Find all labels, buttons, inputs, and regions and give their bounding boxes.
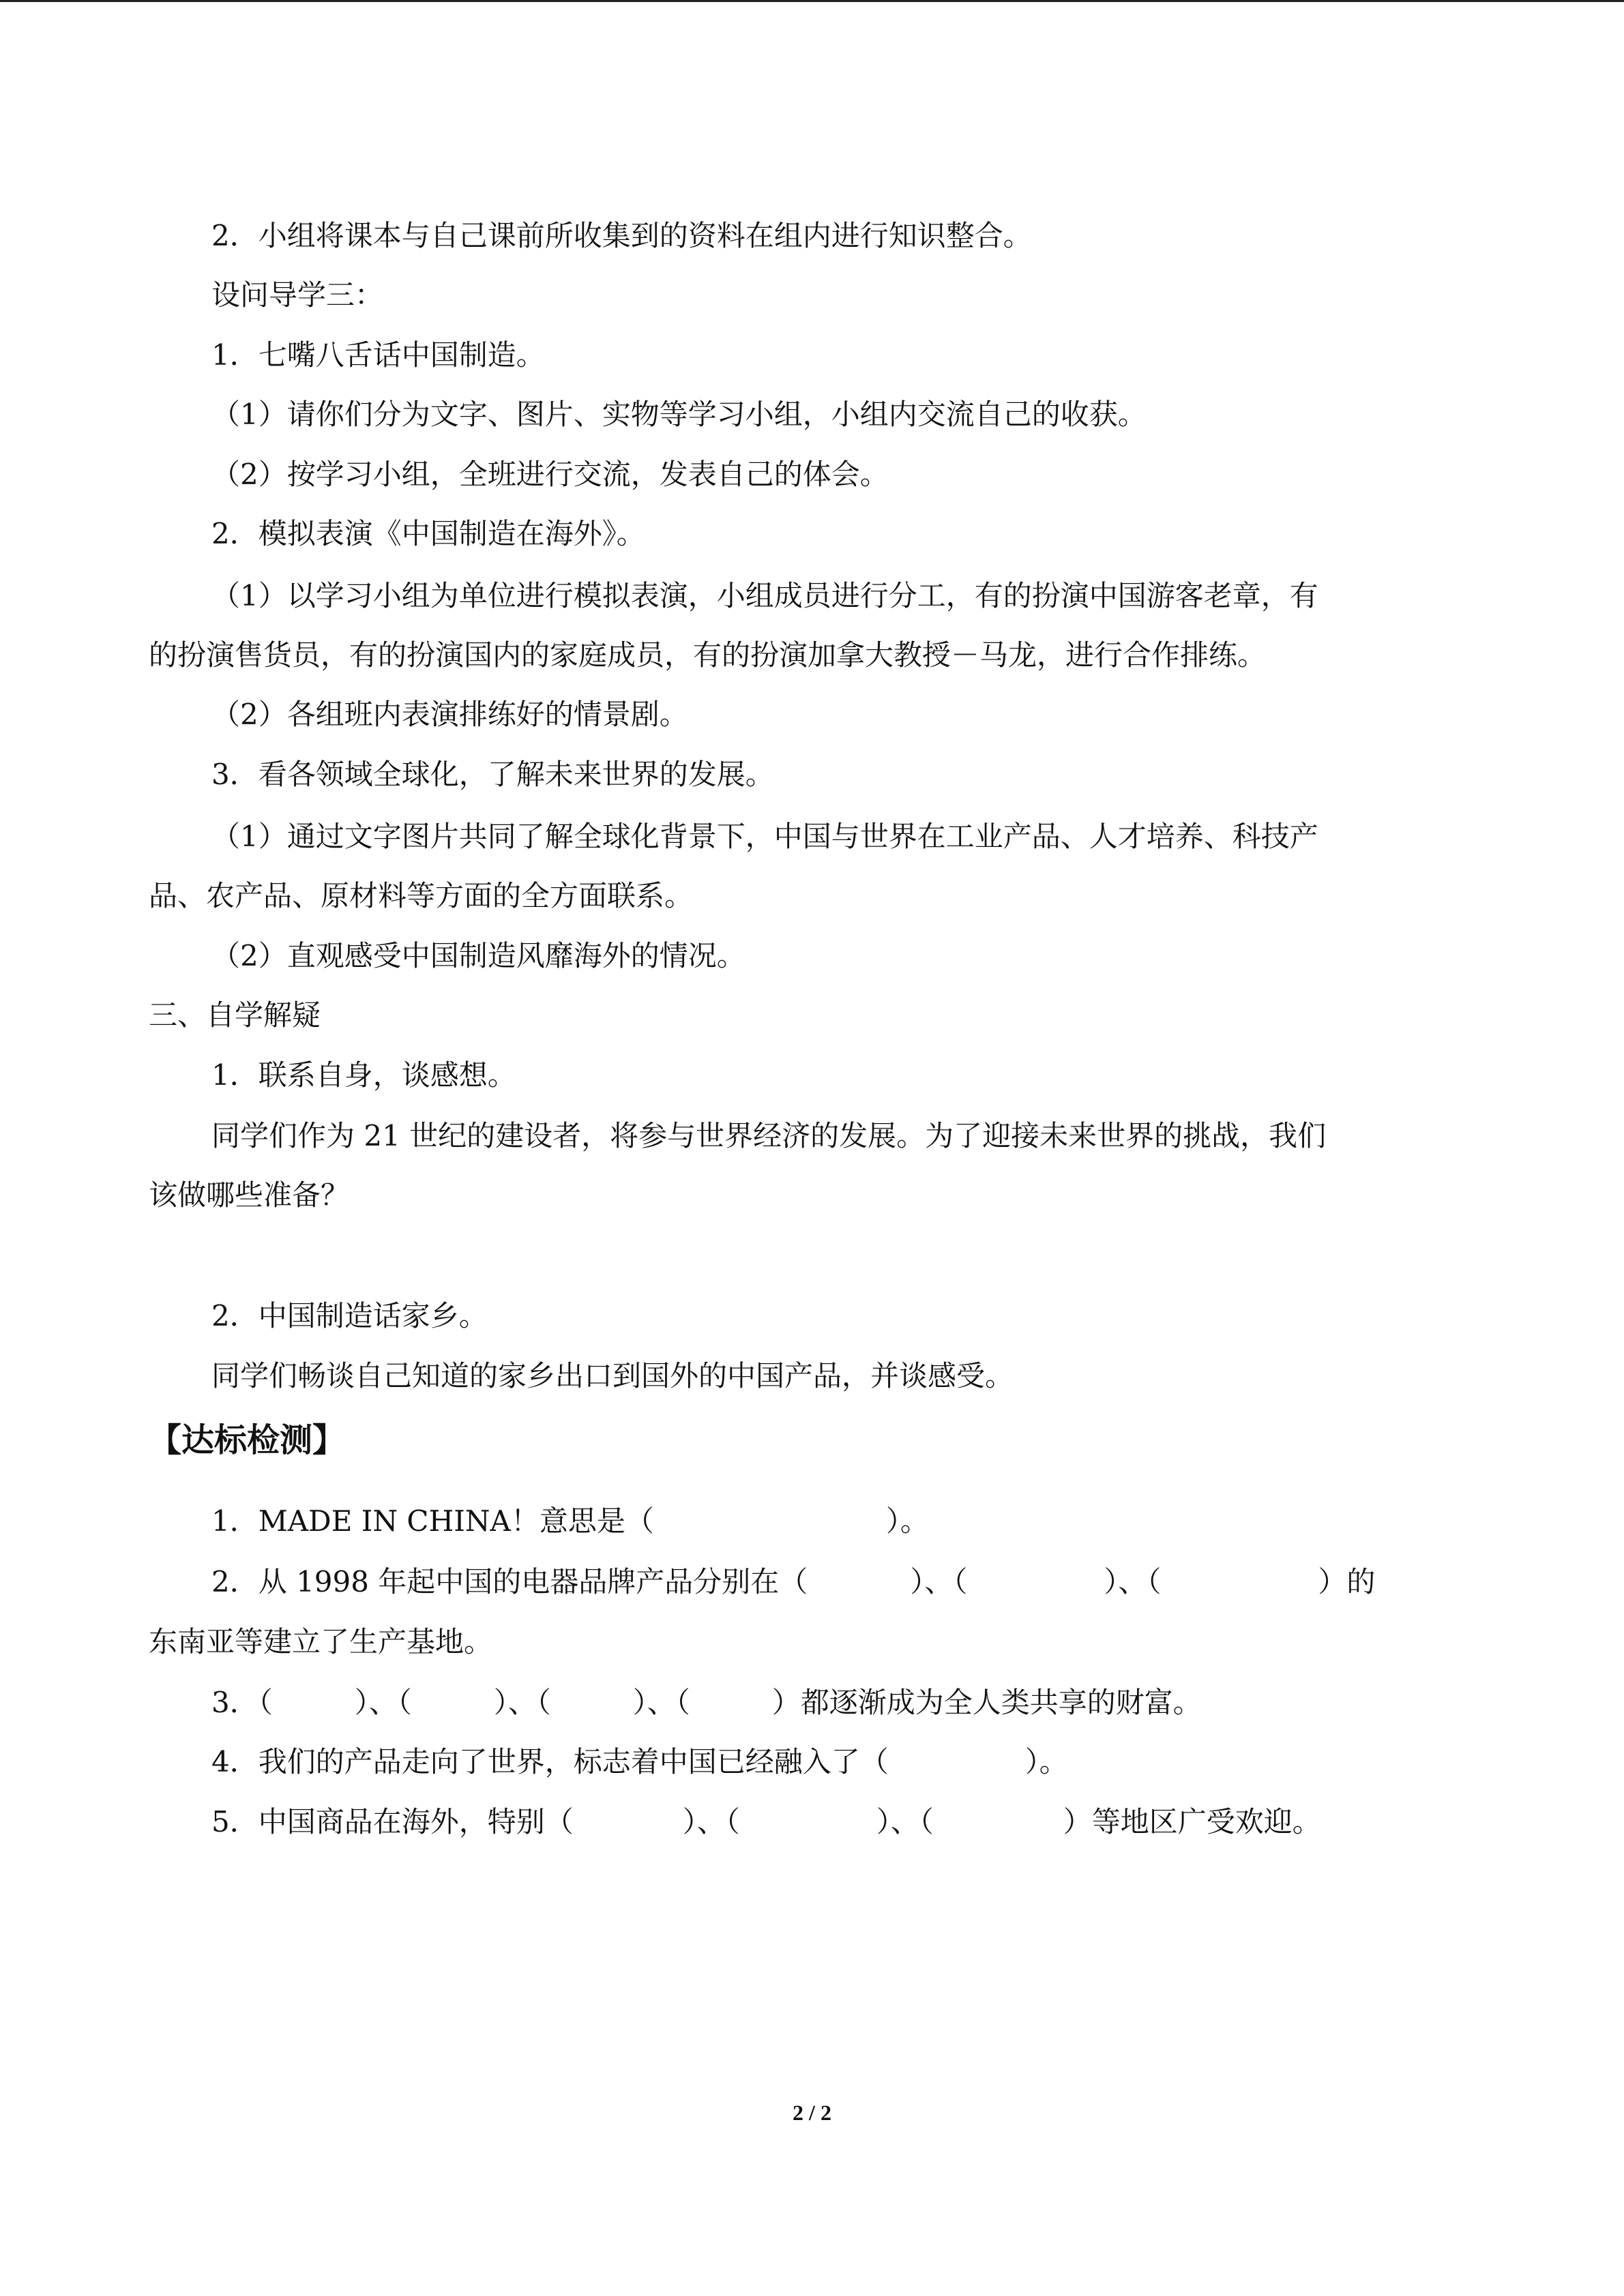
self-study-q2: 2．中国制造话家乡。 bbox=[211, 1299, 488, 1332]
guide-item-2-sub-1-line-2: 的扮演售货员，有的扮演国内的家庭成员，有的扮演加拿大教授－马龙，进行合作排练。 bbox=[149, 638, 1267, 672]
test-q2-text-c: ）、（ bbox=[1104, 1565, 1162, 1598]
test-q5-text-c: ）、（ bbox=[876, 1805, 934, 1838]
guide-item-1-sub-2: （2）按学习小组，全班进行交流，发表自己的体会。 bbox=[211, 458, 889, 491]
self-study-q1-text-line-2: 该做哪些准备？ bbox=[149, 1178, 350, 1212]
guide-item-3-sub-1-line-2: 品、农产品、原材料等方面的全方面联系。 bbox=[149, 879, 694, 912]
test-q3-text-c: ）、（ bbox=[493, 1686, 551, 1719]
test-q4-text-a: 4．我们的产品走向了世界，标志着中国已经融入了（ bbox=[211, 1745, 889, 1778]
guide-item-2-sub-1-line-1: （1）以学习小组为单位进行模拟表演，小组成员进行分工，有的扮演中国游客老章，有 bbox=[211, 579, 1318, 612]
self-study-title: 三、自学解疑 bbox=[149, 998, 321, 1032]
test-heading: 【达标检测】 bbox=[149, 1421, 346, 1459]
test-question-5 bbox=[149, 1803, 1476, 1841]
guide-item-3: 3．看各领域全球化，了解未来世界的发展。 bbox=[211, 758, 774, 791]
guide-item-3-sub-2: （2）直观感受中国制造风靡海外的情况。 bbox=[211, 939, 745, 972]
self-study-q2-text: 同学们畅谈自己知道的家乡出口到国外的中国产品，并谈感受。 bbox=[211, 1359, 1014, 1392]
guide-item-1-sub-1: （1）请你们分为文字、图片、实物等学习小组，小组内交流自己的收获。 bbox=[211, 398, 1147, 431]
guide-step2: 2．小组将课本与自己课前所收集到的资料在组内进行知识整合。 bbox=[211, 219, 1032, 252]
test-question-2-line-2: 东南亚等建立了生产基地。 bbox=[149, 1625, 493, 1658]
test-q2-text-b: ）、（ bbox=[910, 1565, 968, 1598]
test-q3-text-a: 3．（ bbox=[211, 1686, 273, 1719]
test-q5-text-d: ）等地区广受欢迎。 bbox=[1063, 1805, 1321, 1838]
test-question-4 bbox=[149, 1743, 1476, 1781]
guide-item-2: 2．模拟表演《中国制造在海外》。 bbox=[211, 517, 645, 550]
guide-item-1: 1．七嘴八舌话中国制造。 bbox=[211, 338, 545, 372]
test-q3-text-b: ）、（ bbox=[354, 1686, 412, 1719]
test-q2-text-d: ）的 bbox=[1318, 1565, 1376, 1598]
test-q5-text-a: 5．中国商品在海外，特别（ bbox=[211, 1805, 574, 1838]
page-number: 2 / 2 bbox=[793, 2100, 831, 2125]
test-question-1 bbox=[149, 1502, 1476, 1540]
test-question-2-line-1 bbox=[149, 1563, 1476, 1601]
test-q4-text-b: ）。 bbox=[1024, 1745, 1068, 1778]
guide-item-3-sub-1-line-1: （1）通过文字图片共同了解全球化背景下，中国与世界在工业产品、人才培养、科技产 bbox=[211, 820, 1318, 853]
self-study-q1: 1．联系自身，谈感想。 bbox=[211, 1058, 516, 1092]
test-question-3 bbox=[149, 1684, 1476, 1722]
test-q3-text-e: ）都逐渐成为全人类共享的财富。 bbox=[771, 1686, 1202, 1719]
guide-item-2-sub-2: （2）各组班内表演排练好的情景剧。 bbox=[211, 698, 688, 731]
self-study-q1-text-line-1: 同学们作为 21 世纪的建设者，将参与世界经济的发展。为了迎接未来世界的挑战，我们 bbox=[211, 1119, 1327, 1152]
guide-title-3: 设问导学三： bbox=[211, 278, 384, 312]
test-q5-text-b: ）、（ bbox=[682, 1805, 740, 1838]
test-q1-text-b: ）。 bbox=[885, 1504, 929, 1538]
top-border-rule bbox=[0, 0, 1624, 2]
test-q1-text-a: 1．MADE IN CHINA！意思是（ bbox=[211, 1504, 654, 1538]
test-q2-text-a: 2．从 1998 年起中国的电器品牌产品分别在（ bbox=[211, 1565, 808, 1598]
test-q3-text-d: ）、（ bbox=[632, 1686, 690, 1719]
